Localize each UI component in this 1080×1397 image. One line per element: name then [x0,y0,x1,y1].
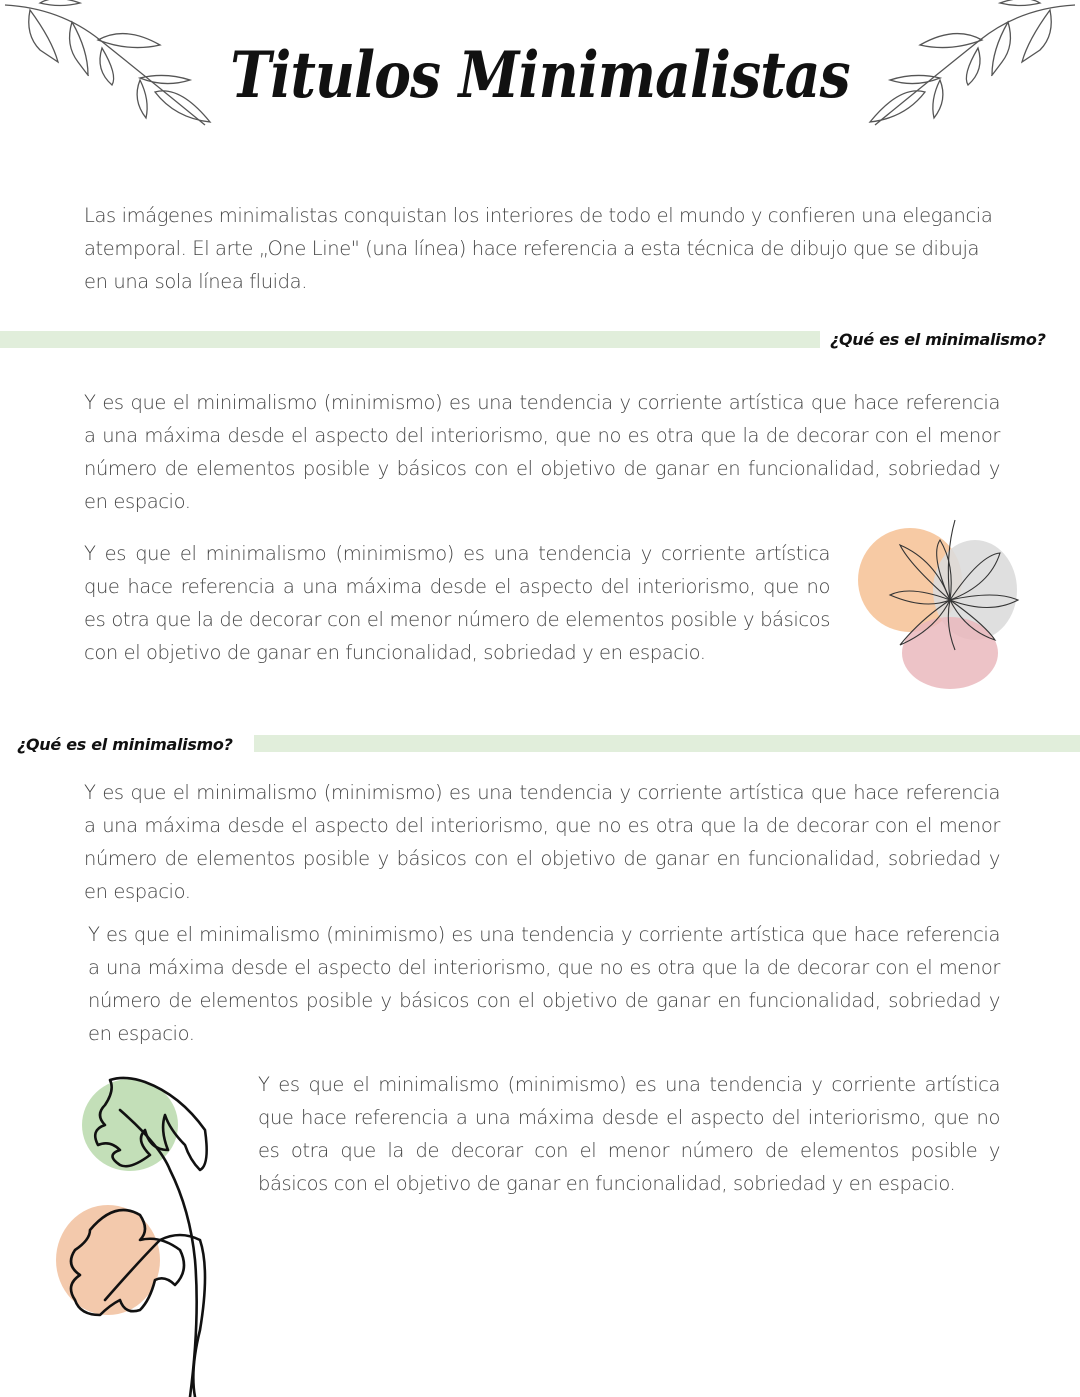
section-2-paragraph-1: Y es que el minimalismo (minimismo) es una tendencia y corriente artística que hace referencia a una máxima desde el aspecto del interiorismo, que no es otra que la de decorar con el menor número de elementos posible y básicos con el objetivo de ganar en funcionalidad, sobriedad y en espacio. [84,781,1000,903]
section-1-paragraph-2: Y es que el minimalismo (minimismo) es una tendencia y corriente artística que hace referencia a una máxima desde el aspecto del interiorismo, que no es otra que la de decorar con el menor número de elementos posible y básicos con el objetivo de ganar en funcionalidad, sobriedad y en espacio. [84,542,830,664]
page-title: Titulos Minimalistas [230,38,850,113]
lily-flower-icon [850,515,1030,695]
section-2-paragraph-2: Y es que el minimalismo (minimismo) es una tendencia y corriente artística que hace referencia a una máxima desde el aspecto del interiorismo, que no es otra que la de decorar con el menor número de elementos posible y básicos con el objetivo de ganar en funcionalidad, sobriedad y en espacio. [88,923,1000,1045]
section-1-accent-bar [0,331,820,348]
section-2-accent-bar [254,735,1080,752]
section-1-paragraph-1: Y es que el minimalismo (minimismo) es una tendencia y corriente artística que hace referencia a una máxima desde el aspecto del interiorismo, que no es otra que la de decorar con el menor número de elementos posible y básicos con el objetivo de ganar en funcionalidad, sobriedad y en espacio. [84,391,1000,513]
section-2-heading: ¿Qué es el minimalismo? [17,735,233,754]
monstera-leaf-icon [50,1070,230,1397]
intro-paragraph: Las imágenes minimalistas conquistan los interiores de todo el mundo y confieren una elegancia atemporal. El arte „One Line" (una línea) hace referencia a esta técnica de dibujo que se dibuja en una sola línea fluida. [84,204,993,293]
section-2-paragraph-3: Y es que el minimalismo (minimismo) es una tendencia y corriente artística que hace referencia a una máxima desde el aspecto del interiorismo, que no es otra que la de decorar con el menor número de elementos posible y básicos con el objetivo de ganar en funcionalidad, sobriedad y en espacio. [258,1073,1000,1195]
section-1-heading: ¿Qué es el minimalismo? [830,330,1046,349]
